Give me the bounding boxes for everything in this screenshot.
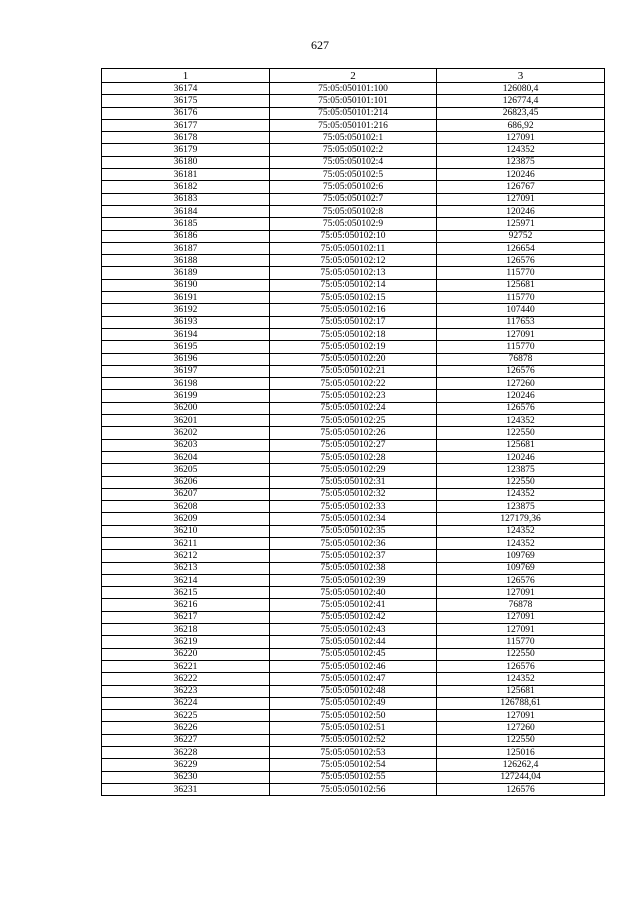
table-row <box>102 230 605 242</box>
row-number-cell: 36209 <box>102 513 270 525</box>
value-cell: 127179,36 <box>437 513 605 525</box>
value-cell: 125681 <box>437 685 605 697</box>
table-row <box>102 316 605 328</box>
table-row <box>102 525 605 537</box>
table-row <box>102 673 605 685</box>
cadastral-number-cell: 75:05:050102:53 <box>270 747 437 759</box>
value-cell: 120246 <box>437 451 605 463</box>
value-cell: 122550 <box>437 734 605 746</box>
row-number-cell: 36222 <box>102 673 270 685</box>
row-number-cell: 36175 <box>102 95 270 107</box>
table-row <box>102 169 605 181</box>
row-number-cell: 36188 <box>102 255 270 267</box>
value-cell: 126576 <box>437 574 605 586</box>
value-cell: 126576 <box>437 660 605 672</box>
table-row <box>102 353 605 365</box>
value-cell: 124352 <box>437 525 605 537</box>
value-cell: 127091 <box>437 328 605 340</box>
row-number-cell: 36184 <box>102 205 270 217</box>
cadastral-number-cell: 75:05:050102:28 <box>270 451 437 463</box>
value-cell: 126654 <box>437 242 605 254</box>
table-row <box>102 685 605 697</box>
table-row <box>102 771 605 783</box>
row-number-cell: 36194 <box>102 328 270 340</box>
value-cell: 126576 <box>437 255 605 267</box>
table-row <box>102 476 605 488</box>
table-row <box>102 636 605 648</box>
row-number-cell: 36179 <box>102 144 270 156</box>
value-cell: 76878 <box>437 599 605 611</box>
row-number-cell: 36202 <box>102 427 270 439</box>
cadastral-number-cell: 75:05:050102:26 <box>270 427 437 439</box>
cadastral-number-cell: 75:05:050102:8 <box>270 205 437 217</box>
row-number-cell: 36212 <box>102 550 270 562</box>
value-cell: 126080,4 <box>437 83 605 95</box>
table-row <box>102 156 605 168</box>
cadastral-number-cell: 75:05:050102:36 <box>270 537 437 549</box>
cadastral-number-cell: 75:05:050102:44 <box>270 636 437 648</box>
value-cell: 120246 <box>437 169 605 181</box>
table-row <box>102 611 605 623</box>
row-number-cell: 36174 <box>102 83 270 95</box>
row-number-cell: 36189 <box>102 267 270 279</box>
cadastral-number-cell: 75:05:050102:11 <box>270 242 437 254</box>
table-row <box>102 734 605 746</box>
row-number-cell: 36228 <box>102 747 270 759</box>
row-number-cell: 36214 <box>102 574 270 586</box>
table-body <box>102 83 605 796</box>
value-cell: 124352 <box>437 415 605 427</box>
table-row <box>102 783 605 795</box>
table-row <box>102 624 605 636</box>
cadastral-number-cell: 75:05:050102:52 <box>270 734 437 746</box>
row-number-cell: 36198 <box>102 378 270 390</box>
row-number-cell: 36231 <box>102 783 270 795</box>
value-cell: 126767 <box>437 181 605 193</box>
cadastral-number-cell: 75:05:050102:13 <box>270 267 437 279</box>
table-row <box>102 378 605 390</box>
cadastral-number-cell: 75:05:050102:27 <box>270 439 437 451</box>
table-row <box>102 648 605 660</box>
cadastral-number-cell: 75:05:050102:34 <box>270 513 437 525</box>
table-row <box>102 205 605 217</box>
row-number-cell: 36211 <box>102 537 270 549</box>
table-row <box>102 279 605 291</box>
page-number: 627 <box>311 38 329 52</box>
cadastral-number-cell: 75:05:050102:43 <box>270 624 437 636</box>
value-cell: 126788,61 <box>437 697 605 709</box>
cadastral-number-cell: 75:05:050102:4 <box>270 156 437 168</box>
cadastral-number-cell: 75:05:050101:216 <box>270 119 437 131</box>
row-number-cell: 36216 <box>102 599 270 611</box>
table-row <box>102 119 605 131</box>
cadastral-number-cell: 75:05:050102:24 <box>270 402 437 414</box>
table-row <box>102 304 605 316</box>
row-number-cell: 36185 <box>102 218 270 230</box>
cadastral-number-cell: 75:05:050102:14 <box>270 279 437 291</box>
cadastral-number-cell: 75:05:050102:32 <box>270 488 437 500</box>
table-row <box>102 759 605 771</box>
cadastral-number-cell: 75:05:050102:10 <box>270 230 437 242</box>
table-header-row <box>102 69 605 83</box>
table-row <box>102 144 605 156</box>
row-number-cell: 36181 <box>102 169 270 181</box>
row-number-cell: 36201 <box>102 415 270 427</box>
row-number-cell: 36203 <box>102 439 270 451</box>
row-number-cell: 36207 <box>102 488 270 500</box>
table-row <box>102 537 605 549</box>
value-cell: 127091 <box>437 193 605 205</box>
row-number-cell: 36180 <box>102 156 270 168</box>
cadastral-number-cell: 75:05:050102:45 <box>270 648 437 660</box>
table-row <box>102 574 605 586</box>
table-row <box>102 464 605 476</box>
row-number-cell: 36217 <box>102 611 270 623</box>
cadastral-number-cell: 75:05:050102:21 <box>270 365 437 377</box>
table-row <box>102 107 605 119</box>
value-cell: 126774,4 <box>437 95 605 107</box>
table-row <box>102 599 605 611</box>
value-cell: 124352 <box>437 537 605 549</box>
row-number-cell: 36186 <box>102 230 270 242</box>
cadastral-number-cell: 75:05:050102:2 <box>270 144 437 156</box>
cadastral-number-cell: 75:05:050102:56 <box>270 783 437 795</box>
cadastral-number-cell: 75:05:050102:48 <box>270 685 437 697</box>
cadastral-number-cell: 75:05:050102:33 <box>270 501 437 513</box>
row-number-cell: 36215 <box>102 587 270 599</box>
cadastral-number-cell: 75:05:050102:1 <box>270 132 437 144</box>
row-number-cell: 36208 <box>102 501 270 513</box>
row-number-cell: 36218 <box>102 624 270 636</box>
cadastral-number-cell: 75:05:050102:38 <box>270 562 437 574</box>
value-cell: 686,92 <box>437 119 605 131</box>
value-cell: 115770 <box>437 636 605 648</box>
cadastral-number-cell: 75:05:050102:12 <box>270 255 437 267</box>
value-cell: 122550 <box>437 427 605 439</box>
table-row <box>102 587 605 599</box>
table-row <box>102 341 605 353</box>
value-cell: 26823,45 <box>437 107 605 119</box>
row-number-cell: 36210 <box>102 525 270 537</box>
value-cell: 125681 <box>437 439 605 451</box>
table-row <box>102 267 605 279</box>
row-number-cell: 36220 <box>102 648 270 660</box>
table-row <box>102 697 605 709</box>
row-number-cell: 36225 <box>102 710 270 722</box>
table-row <box>102 390 605 402</box>
row-number-cell: 36200 <box>102 402 270 414</box>
value-cell: 127091 <box>437 624 605 636</box>
value-cell: 127091 <box>437 587 605 599</box>
data-table <box>101 68 605 796</box>
table-row <box>102 710 605 722</box>
table-row <box>102 95 605 107</box>
table-row <box>102 218 605 230</box>
value-cell: 76878 <box>437 353 605 365</box>
table-row <box>102 132 605 144</box>
value-cell: 124352 <box>437 144 605 156</box>
column-header-3: 3 <box>437 69 605 83</box>
cadastral-number-cell: 75:05:050102:39 <box>270 574 437 586</box>
table-row <box>102 242 605 254</box>
row-number-cell: 36187 <box>102 242 270 254</box>
cadastral-number-cell: 75:05:050102:19 <box>270 341 437 353</box>
table-row <box>102 193 605 205</box>
row-number-cell: 36221 <box>102 660 270 672</box>
value-cell: 122550 <box>437 476 605 488</box>
value-cell: 126576 <box>437 365 605 377</box>
cadastral-number-cell: 75:05:050102:51 <box>270 722 437 734</box>
cadastral-number-cell: 75:05:050102:49 <box>270 697 437 709</box>
row-number-cell: 36204 <box>102 451 270 463</box>
table-row <box>102 415 605 427</box>
cadastral-number-cell: 75:05:050102:16 <box>270 304 437 316</box>
table-row <box>102 365 605 377</box>
value-cell: 126262,4 <box>437 759 605 771</box>
row-number-cell: 36182 <box>102 181 270 193</box>
cadastral-number-cell: 75:05:050102:46 <box>270 660 437 672</box>
value-cell: 115770 <box>437 292 605 304</box>
table-row <box>102 501 605 513</box>
cadastral-number-cell: 75:05:050102:35 <box>270 525 437 537</box>
row-number-cell: 36197 <box>102 365 270 377</box>
cadastral-number-cell: 75:05:050102:20 <box>270 353 437 365</box>
row-number-cell: 36195 <box>102 341 270 353</box>
row-number-cell: 36196 <box>102 353 270 365</box>
value-cell: 120246 <box>437 205 605 217</box>
row-number-cell: 36223 <box>102 685 270 697</box>
row-number-cell: 36213 <box>102 562 270 574</box>
value-cell: 123875 <box>437 501 605 513</box>
cadastral-number-cell: 75:05:050102:54 <box>270 759 437 771</box>
cadastral-number-cell: 75:05:050102:29 <box>270 464 437 476</box>
table-row <box>102 660 605 672</box>
cadastral-number-cell: 75:05:050102:15 <box>270 292 437 304</box>
value-cell: 109769 <box>437 550 605 562</box>
table-row <box>102 427 605 439</box>
value-cell: 126576 <box>437 402 605 414</box>
column-header-2: 2 <box>270 69 437 83</box>
value-cell: 109769 <box>437 562 605 574</box>
cadastral-number-cell: 75:05:050102:40 <box>270 587 437 599</box>
value-cell: 125016 <box>437 747 605 759</box>
row-number-cell: 36176 <box>102 107 270 119</box>
cadastral-number-cell: 75:05:050102:23 <box>270 390 437 402</box>
value-cell: 122550 <box>437 648 605 660</box>
cadastral-number-cell: 75:05:050101:100 <box>270 83 437 95</box>
table-row <box>102 181 605 193</box>
value-cell: 115770 <box>437 267 605 279</box>
cadastral-number-cell: 75:05:050101:214 <box>270 107 437 119</box>
value-cell: 92752 <box>437 230 605 242</box>
value-cell: 126576 <box>437 783 605 795</box>
value-cell: 127091 <box>437 132 605 144</box>
table-row <box>102 451 605 463</box>
table-row <box>102 747 605 759</box>
row-number-cell: 36177 <box>102 119 270 131</box>
row-number-cell: 36229 <box>102 759 270 771</box>
row-number-cell: 36178 <box>102 132 270 144</box>
value-cell: 123875 <box>437 464 605 476</box>
row-number-cell: 36226 <box>102 722 270 734</box>
cadastral-number-cell: 75:05:050102:41 <box>270 599 437 611</box>
row-number-cell: 36227 <box>102 734 270 746</box>
row-number-cell: 36206 <box>102 476 270 488</box>
cadastral-number-cell: 75:05:050102:5 <box>270 169 437 181</box>
value-cell: 107440 <box>437 304 605 316</box>
table-row <box>102 83 605 95</box>
table-row <box>102 550 605 562</box>
value-cell: 117653 <box>437 316 605 328</box>
row-number-cell: 36230 <box>102 771 270 783</box>
value-cell: 115770 <box>437 341 605 353</box>
value-cell: 127260 <box>437 722 605 734</box>
value-cell: 127091 <box>437 611 605 623</box>
cadastral-number-cell: 75:05:050102:50 <box>270 710 437 722</box>
cadastral-number-cell: 75:05:050102:31 <box>270 476 437 488</box>
row-number-cell: 36190 <box>102 279 270 291</box>
row-number-cell: 36191 <box>102 292 270 304</box>
cadastral-number-cell: 75:05:050102:18 <box>270 328 437 340</box>
value-cell: 123875 <box>437 156 605 168</box>
table-row <box>102 513 605 525</box>
cadastral-number-cell: 75:05:050102:55 <box>270 771 437 783</box>
value-cell: 124352 <box>437 488 605 500</box>
value-cell: 127244,04 <box>437 771 605 783</box>
cadastral-number-cell: 75:05:050102:17 <box>270 316 437 328</box>
table-row <box>102 292 605 304</box>
row-number-cell: 36219 <box>102 636 270 648</box>
cadastral-number-cell: 75:05:050102:37 <box>270 550 437 562</box>
row-number-cell: 36205 <box>102 464 270 476</box>
row-number-cell: 36199 <box>102 390 270 402</box>
cadastral-number-cell: 75:05:050102:22 <box>270 378 437 390</box>
table-row <box>102 328 605 340</box>
cadastral-number-cell: 75:05:050102:42 <box>270 611 437 623</box>
cadastral-number-cell: 75:05:050101:101 <box>270 95 437 107</box>
cadastral-number-cell: 75:05:050102:47 <box>270 673 437 685</box>
row-number-cell: 36183 <box>102 193 270 205</box>
value-cell: 127260 <box>437 378 605 390</box>
value-cell: 125971 <box>437 218 605 230</box>
row-number-cell: 36192 <box>102 304 270 316</box>
table-row <box>102 722 605 734</box>
row-number-cell: 36224 <box>102 697 270 709</box>
table-row <box>102 255 605 267</box>
cadastral-number-cell: 75:05:050102:7 <box>270 193 437 205</box>
value-cell: 120246 <box>437 390 605 402</box>
value-cell: 127091 <box>437 710 605 722</box>
table-row <box>102 439 605 451</box>
table-row <box>102 402 605 414</box>
row-number-cell: 36193 <box>102 316 270 328</box>
column-header-1: 1 <box>102 69 270 83</box>
table-row <box>102 488 605 500</box>
value-cell: 125681 <box>437 279 605 291</box>
cadastral-number-cell: 75:05:050102:25 <box>270 415 437 427</box>
cadastral-number-cell: 75:05:050102:9 <box>270 218 437 230</box>
cadastral-number-cell: 75:05:050102:6 <box>270 181 437 193</box>
table-header <box>102 69 605 83</box>
table-row <box>102 562 605 574</box>
value-cell: 124352 <box>437 673 605 685</box>
